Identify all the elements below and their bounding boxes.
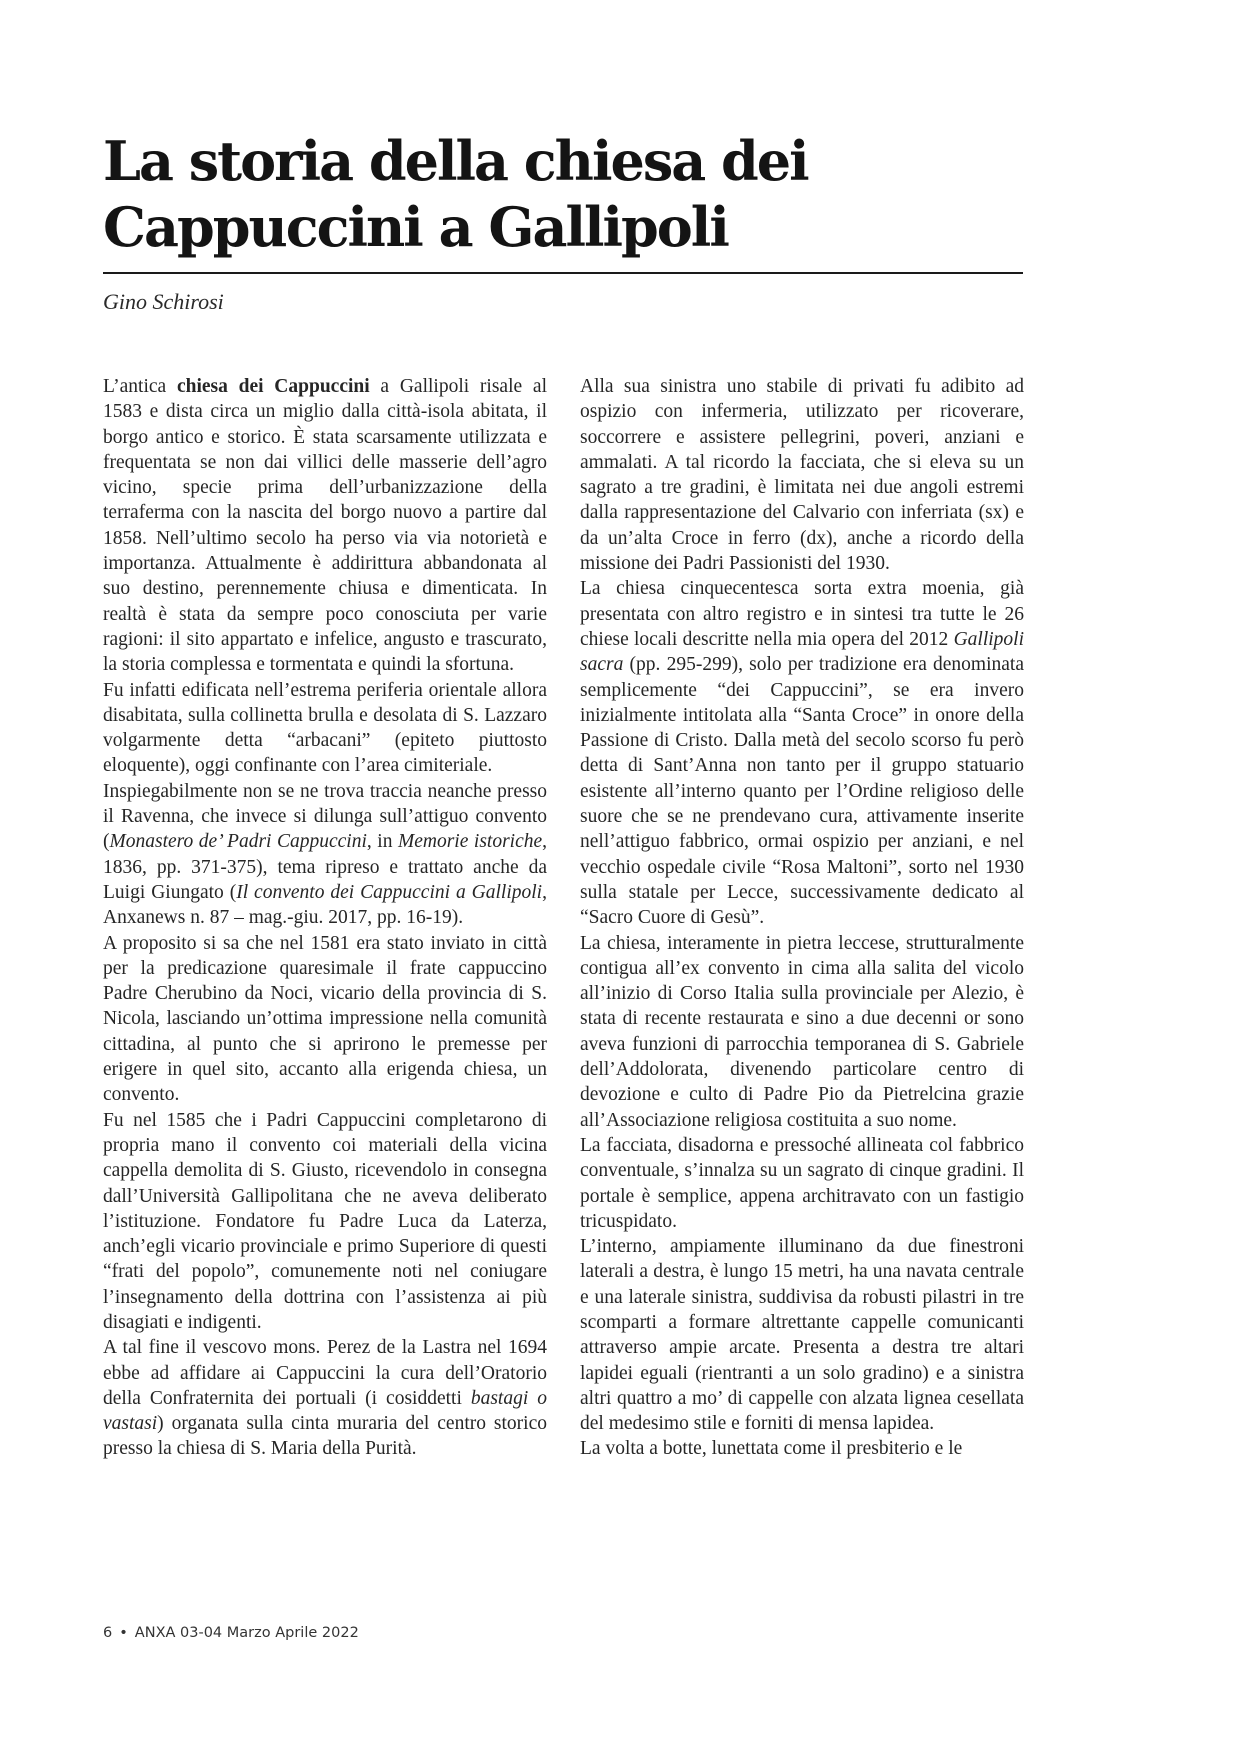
title-divider: [103, 272, 1023, 274]
paragraph: Fu nel 1585 che i Padri Cappuccini completarono di propria mano il convento coi materiali della vicina cappella demolita di S. Giusto, ricevendolo in consegna dall’Università Gallipolitana che ne aveva deliberato l’istituzione. Fondatore fu Padre Luca da Laterza, anch’egli vicario provinciale e primo Superiore di questi “frati del popolo”, comunemente noti nel coniugare l’insegnamento della dottrina con l’assistenza ai più disagiati e indigenti.: [103, 1109, 547, 1333]
paragraph: La chiesa, interamente in pietra leccese, strutturalmente contigua all’ex convento in cima alla salita del vicolo all’inizio di Corso Italia sulla provinciale per Alezio, è stata di recente restaurata e sino a due decenni or sono aveva funzioni di parrocchia temporanea di S. Gabriele dell’Addolorata, divenendo particolare centro di devozione e culto di Padre Pio da Pietrelcina grazie all’Associazione religiosa costituita a suo nome.: [580, 932, 1024, 1131]
text-run: A tal fine il vescovo mons. Perez de la Lastra nel 1694 ebbe ad affidare ai Cappuccini la cura dell’Oratorio della Confraternita dei portuali (i cosiddetti: [103, 1337, 547, 1409]
issue-label: ANXA 03-04 Marzo Aprile 2022: [134, 1625, 359, 1641]
text-run: ) organata sulla cinta muraria del centro storico presso la chiesa di S. Maria della Purità.: [103, 1413, 547, 1460]
italic-title: Gallipoli sacra: [580, 628, 1024, 676]
page-number: 6: [103, 1625, 113, 1641]
italic-title: Memorie istoriche: [397, 831, 543, 853]
text-run: , 1836, pp. 371-375), tema ripreso e trattato anche da Luigi Giungato (: [103, 831, 548, 903]
page-footer: [103, 1625, 359, 1641]
article-title: [103, 128, 1023, 260]
article-title-line-1: La storia della chiesa dei: [103, 129, 808, 193]
body-column-right: [580, 374, 1024, 1462]
bold-text: chiesa dei Cappuccini: [176, 376, 370, 397]
text-run: a Gallipoli risale al 1583 e dista circa un miglio dalla città-isola abitata, il borgo antico e storico. È stata scarsamente utilizzata e frequentata se non dai villici delle masserie dell’agro vicino, specie prima dell’urbanizzazione della terraferma con la nascita del borgo nuovo a partire dal 1858. Nell’ultimo secolo ha perso via via notorietà e importanza. Attualmente è addirittura abbandonata al suo destino, perennemente chiusa e dimenticata. In realtà è stata da sempre poco conosciuta per varie ragioni: il sito appartato e infelice, angusto e trascurato, la storia complessa e tormentata e quindi la sfortuna.: [103, 376, 547, 676]
paragraph: [103, 779, 547, 931]
footer-separator: •: [119, 1625, 128, 1641]
paragraph: La volta a botte, lunettata come il presbiterio e le: [580, 1438, 963, 1460]
article-title-line-2: Cappuccini a Gallipoli: [103, 195, 728, 259]
text-run: (pp. 295-299), solo per tradizione era denominata semplicemente “dei Cappuccini”, se era invero inizialmente intitolata alla “Santa Croce” in onore della Passione di Cristo. Dalla metà del secolo scorso fu però detta di Sant’Anna non tanto per il gruppo statuario esistente all’interno quanto per l’Ordine religioso delle suore che se ne prendevano cura, attivamente inserite nell’attiguo fabbrico, ormai ospizio per anziani, e nel vecchio ospedale civile “Rosa Maltoni”, sorto nel 1930 sulla statale per Lecce, successivamente dedicato al “Sacro Cuore di Gesù”.: [580, 654, 1024, 929]
paragraph: Alla sua sinistra uno stabile di privati fu adibito ad ospizio con infermeria, utilizzato per ricoverare, soccorrere e assistere pellegrini, poveri, anziani e ammalati. A tal ricordo la facciata, che si eleva su un sagrato a tre gradini, è limitata nei due angoli estremi dalla rappresentazione del Calvario con inferriata (sx) e da un’alta Croce in ferro (dx), anche a ricordo della missione dei Padri Passionisti del 1930.: [580, 376, 1024, 575]
italic-term: bastagi o vastasi: [103, 1387, 547, 1435]
body-column-left: [103, 374, 547, 1462]
text-run: L’antica: [103, 376, 177, 397]
italic-title: Monastero de’ Padri Cappuccini: [109, 831, 367, 853]
paragraph: L’interno, ampiamente illuminano da due finestroni laterali a destra, è lungo 15 metri, ha una navata centrale e una laterale sinistra, suddivisa da robusti pilastri in tre scomparti a formare altrettante cappelle comunicanti attraverso ampie arcate. Presenta a destra tre altari lapidei eguali (rientranti a un solo gradino) e a sinistra altri quattro a mo’ di cappelle con alzata lignea cesellata del medesimo stile e forniti di mensa lapidea.: [580, 1236, 1024, 1435]
paragraph: Fu infatti edificata nell’estrema periferia orientale allora disabitata, sulla collinetta brulla e desolata di S. Lazzaro volgarmente detta “arbacani” (epiteto piuttosto eloquente), oggi confinante con l’area cimiteriale.: [103, 679, 547, 777]
article-author: Gino Schirosi: [103, 289, 224, 314]
paragraph: La facciata, disadorna e pressoché allineata col fabbrico conventuale, s’innalza su un sagrato di cinque gradini. Il portale è semplice, appena architravato con un fastigio tricuspidato.: [580, 1134, 1024, 1232]
paragraph: A proposito si sa che nel 1581 era stato inviato in città per la predicazione quaresimale il frate cappuccino Padre Cherubino da Noci, vicario della provincia di S. Nicola, lasciando un’ottima impressione nella comunità cittadina, al punto che si aprirono le premesse per erigere in quel sito, accanto alla erigenda chiesa, un convento.: [103, 932, 547, 1106]
text-run: La chiesa cinquecentesca sorta extra moenia, già presentata con altro registro e in sintesi tra tutte le 26 chiese locali descritte nella mia opera del 2012: [580, 578, 1024, 650]
text-run: , Anxanews n. 87 – mag.-giu. 2017, pp. 16-19).: [103, 881, 547, 929]
italic-title: Il convento dei Cappuccini a Gallipoli: [236, 881, 543, 903]
paragraph: [103, 374, 547, 678]
paragraph: [580, 576, 1024, 930]
text-run: Inspiegabilmente non se ne trova traccia neanche presso il Ravenna, che invece si dilunga sull’attiguo convento (: [103, 780, 547, 853]
text-run: , in: [366, 831, 398, 853]
paragraph: [103, 1335, 547, 1461]
